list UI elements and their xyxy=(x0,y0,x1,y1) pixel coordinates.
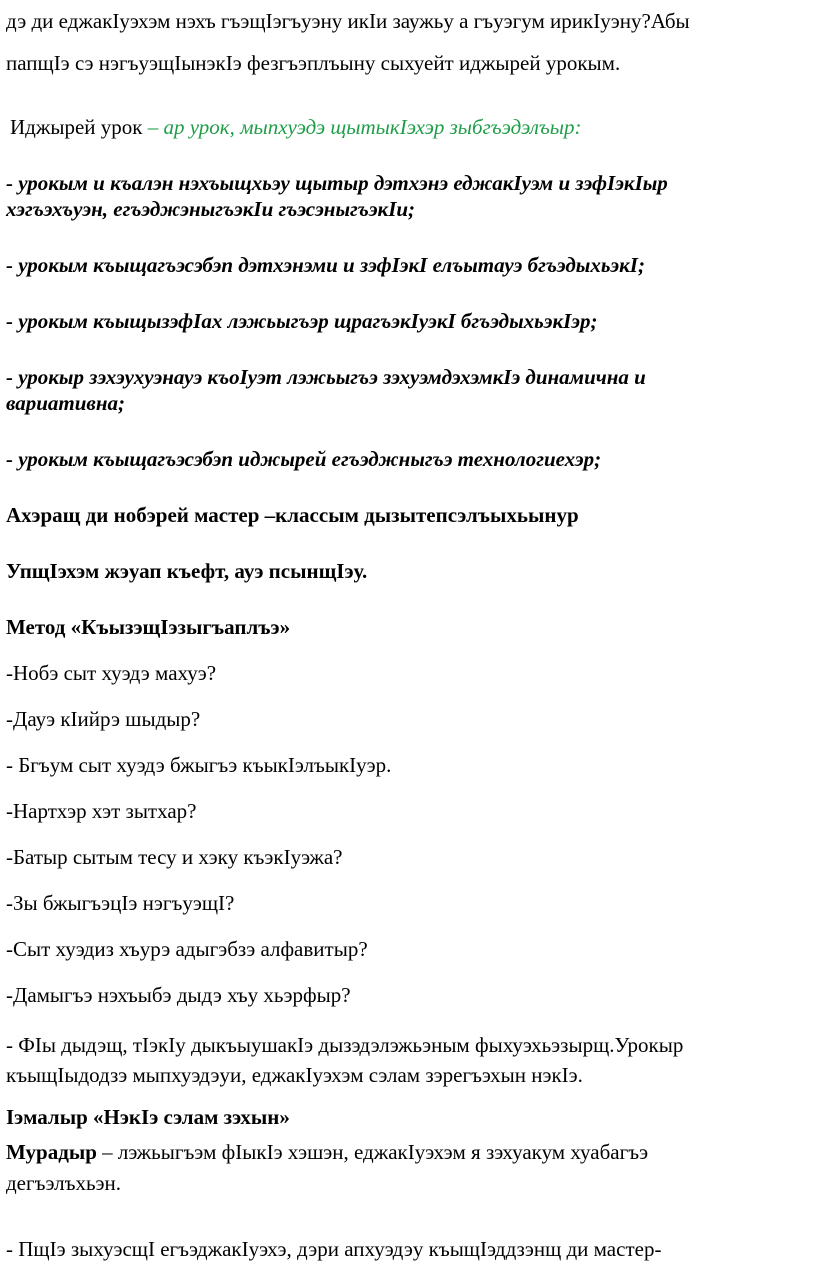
question-4: -Нартхэр хэт зытхар? xyxy=(6,799,197,823)
definition-text: – ар урок, мыпхуэдэ щытыкIэхэр зыбгъэдэлъыр: xyxy=(142,115,582,139)
murad-name: Мурадыр xyxy=(6,1140,97,1164)
closing-line-1: - ФIы дыдэщ, тIэкIу дыкъыушакIэ дызэдэлэжьэным фыхуэхьэзырщ.Урокыр xyxy=(6,1033,684,1057)
heading-homework: УпщIэхэм жэуап къефт, ауэ псынщIэу. xyxy=(6,559,368,583)
question-6: -Зы бжыгъэцIэ нэгъуэщI? xyxy=(6,891,235,915)
closing-line-2: къыщIыдодзэ мыпхуэдэуи, еджакIуэхэм сэлам зэрегъэхын нэкIэ. xyxy=(6,1063,583,1087)
criterion-4-line-1: - урокыр зэхэухуэнауэ къоIуэт лэжьыгъэ зэхуэмдэхэмкIэ динамична и xyxy=(6,365,646,389)
question-2: -Дауэ кIийрэ шыдыр? xyxy=(6,707,201,731)
question-3: - Бгъум сыт хуэдэ бжыгъэ къыкIэлъыкIуэр. xyxy=(6,753,392,777)
question-5: -Батыр сытым тесу и хэку къэкIуэжа? xyxy=(6,845,343,869)
method-title: Метод «КъызэщIэзыгъаплъэ» xyxy=(6,615,291,639)
exercise-title: Iэмалыр «НэкIэ сэлам зэхын» xyxy=(6,1105,290,1129)
question-1: -Нобэ сыт хуэдэ махуэ? xyxy=(6,661,217,685)
question-7: -Сыт хуэдиз хъурэ адыгэбзэ алфавитыр? xyxy=(6,937,368,961)
murad-text: – лэжьыгъэм фIыкIэ хэшэн, еджакIуэхэм я зэхуакум хуабагъэ xyxy=(96,1140,649,1164)
question-8: -Дамыгъэ нэхъыбэ дыдэ хъу хьэрфыр? xyxy=(6,983,351,1007)
criterion-3: - урокым къыщызэфIах лэжьыгъэр щрагъэкIуэкI бгъэдыхьэкIэр; xyxy=(6,309,598,333)
criterion-1-line-2: хэгъэхъуэн, егъэджэныгъэкIи гъэсэныгъэкIи; xyxy=(6,197,416,221)
criterion-4-line-2: вариативна; xyxy=(6,391,125,415)
murad-line xyxy=(6,1139,648,1165)
definition-term: Иджырей урок xyxy=(10,115,143,139)
criterion-2: - урокым къыщагъэсэбэп дэтхэнэми и зэфIэкI елъытауэ бгъэдыхьэкI; xyxy=(6,253,645,277)
criterion-1-line-1: - урокым и къалэн нэхъыщхьэу щытыр дэтхэнэ еджакIуэм и зэфIэкIыр xyxy=(6,171,668,195)
criterion-5: - урокым къыщагъэсэбэп иджырей егъэджныгъэ технологиехэр; xyxy=(6,447,602,471)
murad-line-2: дегъэлъхьэн. xyxy=(6,1171,122,1195)
intro-line-2: папщIэ сэ нэгъуэщIынэкIэ фезгъэплъыну сыхуейт иджырей урокым. xyxy=(6,51,621,75)
heading-master-class: Ахэращ ди нобэрей мастер –классым дызытепсэлъыхьынур xyxy=(6,503,579,527)
last-line: - ПщIэ зыхуэсщI егъэджакIуэхэ, дэри апхуэдэу къыщIэддзэнщ ди мастер- xyxy=(6,1237,662,1261)
definition-line xyxy=(10,114,582,140)
intro-line-1: дэ ди еджакIуэхэм нэхъ гъэщIэгъуэну икIи заужьу а гъуэгум ирикIуэну?Абы xyxy=(6,9,690,33)
